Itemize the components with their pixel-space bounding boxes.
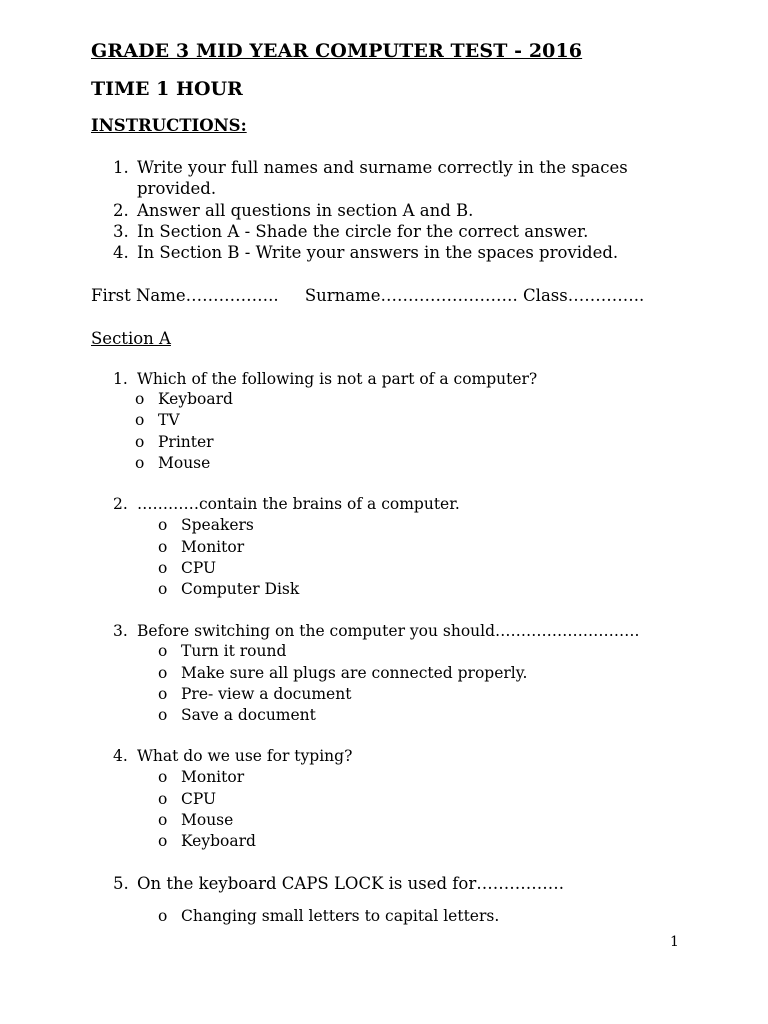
option-bullet-icon: o (158, 685, 168, 703)
question-stem: 1. Which of the following is not a part of a computer? (113, 370, 538, 388)
option-bullet-icon: o (158, 790, 168, 808)
answer-option[interactable]: o CPU (158, 559, 217, 577)
answer-option[interactable]: o Pre- view a document (158, 685, 352, 703)
page-number: 1 (670, 934, 679, 950)
option-bullet-icon: o (158, 580, 168, 598)
option-bullet-icon: o (158, 768, 168, 786)
instructions-heading: INSTRUCTIONS: (91, 116, 247, 135)
answer-option[interactable]: o Turn it round (158, 642, 287, 660)
option-bullet-icon: o (158, 642, 168, 660)
answer-option[interactable]: o Changing small letters to capital letters. (158, 907, 500, 925)
answer-option[interactable]: o Save a document (158, 706, 316, 724)
option-bullet-icon: o (158, 907, 168, 925)
answer-option[interactable]: o Make sure all plugs are connected properly. (158, 664, 528, 682)
answer-option[interactable]: o Monitor (158, 538, 245, 556)
option-bullet-icon: o (158, 559, 168, 577)
option-bullet-icon: o (135, 411, 145, 429)
answer-option[interactable]: o Keyboard (158, 832, 256, 850)
answer-option[interactable]: o Mouse (158, 811, 234, 829)
option-bullet-icon: o (158, 538, 168, 556)
answer-option[interactable]: o CPU (158, 790, 217, 808)
option-bullet-icon: o (158, 832, 168, 850)
question-stem: 4. What do we use for typing? (113, 747, 353, 765)
option-bullet-icon: o (158, 516, 168, 534)
instruction-item: 2. Answer all questions in section A and B. (113, 201, 474, 220)
option-bullet-icon: o (158, 664, 168, 682)
instruction-item-continued: provided. (137, 179, 217, 198)
time-allowed: TIME 1 HOUR (91, 78, 243, 100)
option-bullet-icon: o (135, 390, 145, 408)
option-bullet-icon: o (158, 811, 168, 829)
option-bullet-icon: o (135, 433, 145, 451)
answer-option[interactable]: o Monitor (158, 768, 245, 786)
instruction-item: 4. In Section B - Write your answers in the spaces provided. (113, 243, 619, 262)
answer-option[interactable]: o Speakers (158, 516, 254, 534)
question-stem: 3. Before switching on the computer you should………………………. (113, 622, 640, 640)
test-title: GRADE 3 MID YEAR COMPUTER TEST - 2016 (91, 40, 583, 62)
section-a-heading: Section A (91, 329, 171, 348)
option-bullet-icon: o (135, 454, 145, 472)
question-stem: 5. On the keyboard CAPS LOCK is used for……………. (113, 874, 564, 893)
answer-option[interactable]: o Keyboard (135, 390, 233, 408)
instruction-item: 3. In Section A - Shade the circle for the correct answer. (113, 222, 589, 241)
answer-option[interactable]: o TV (135, 411, 180, 429)
student-details-line: First Name…………….. Surname……………………. Class………….. (91, 286, 645, 305)
question-stem: 2. …………contain the brains of a computer. (113, 495, 460, 513)
answer-option[interactable]: o Mouse (135, 454, 211, 472)
answer-option[interactable]: o Printer (135, 433, 214, 451)
answer-option[interactable]: o Computer Disk (158, 580, 300, 598)
option-bullet-icon: o (158, 706, 168, 724)
instruction-item: 1. Write your full names and surname correctly in the spaces (113, 158, 628, 177)
